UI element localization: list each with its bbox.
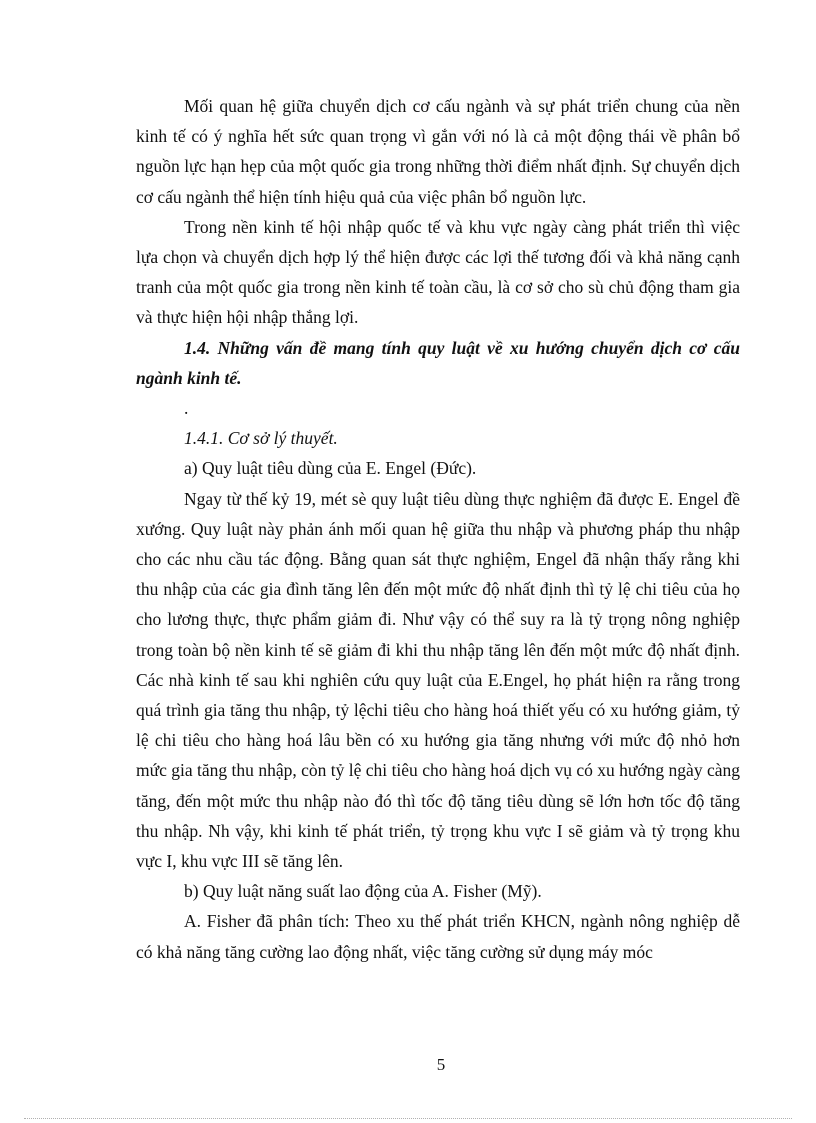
page-number: 5 bbox=[436, 1055, 446, 1074]
subsection-heading: 1.4.1. Cơ sở lý thuyết. bbox=[184, 428, 338, 449]
engel-law-title: a) Quy luật tiêu dùng của E. Engel (Đức). bbox=[184, 458, 477, 479]
fisher-law-title: b) Quy luật năng suất lao động của A. Fisher (Mỹ). bbox=[184, 881, 542, 902]
section-heading: 1.4. Những vấn đề mang tính quy luật về xu hướng chuyển dịch cơ cấu ngành kinh tế. bbox=[136, 337, 740, 388]
engel-law-paragraph: Ngay từ thế kỷ 19, mét sè quy luật tiêu dùng thực nghiệm đã được E. Engel đề xướng. Quy luật này phản ánh mối quan hệ giữa thu nhập và phương pháp thu nhập cho các nhu cầu tác động. Bằng quan sát thực nghiệm, Engel đã nhận thấy rằng khi thu nhập của các gia đình tăng lên đến một mức độ nhất định thì tỷ lệ chi tiêu của họ cho lương thực, thực phẩm giảm đi. Như vậy có thể suy ra là tỷ trọng nông nghiệp trong toàn bộ nền kinh tế sẽ giảm đi khi thu nhập tăng lên đến một mức độ nhất định. Các nhà kinh tế sau khi nghiên cứu quy luật của E.Engel, họ phát hiện ra rằng trong quá trình gia tăng thu nhập, tỷ lệchi tiêu cho hàng hoá thiết yếu có xu hướng giảm, tỷ lệ chi tiêu cho hàng hoá lâu bền có xu hướng gia tăng nhưng với mức độ nhỏ hơn mức gia tăng thu nhập, còn tỷ lệ chi tiêu cho hàng hoá dịch vụ có xu hướng ngày càng tăng, đến một mức thu nhập nào đó thì tốc độ tăng tiêu dùng sẽ lớn hơn tốc độ tăng thu nhập. Nh vậy, khi kinh tế phát triển, tỷ trọng khu vực I sẽ giảm và tỷ trọng khu vực I, khu vực III sẽ tăng lên. bbox=[136, 488, 740, 872]
page-body bbox=[136, 91, 740, 967]
paragraph-integration: Trong nền kinh tế hội nhập quốc tế và khu vực ngày càng phát triển thì việc lựa chọn và chuyển dịch hợp lý thể hiện được các lợi thế tương đối và khả năng cạnh tranh của một quốc gia trong nền kinh tế toàn cầu, là cơ sở cho sù chủ động tham gia và thực hiện hội nhập thắng lợi. bbox=[136, 216, 740, 328]
paragraph-structure-relationship: Mối quan hệ giữa chuyển dịch cơ cấu ngành và sự phát triển chung của nền kinh tế có ý nghĩa hết sức quan trọng vì gắn với nó là cả một động thái về phân bổ nguồn lực hạn hẹp của một quốc gia trong những thời điểm nhất định. Sự chuyển dịch cơ cấu ngành thể hiện tính hiệu quả của việc phân bổ nguồn lực. bbox=[136, 96, 740, 207]
stray-dot: . bbox=[184, 398, 189, 419]
page-bottom-divider bbox=[24, 1118, 792, 1119]
fisher-law-paragraph: A. Fisher đã phân tích: Theo xu thế phát triển KHCN, ngành nông nghiệp dễ có khả năng tăng cường lao động nhất, việc tăng cường sử dụng máy móc bbox=[136, 911, 740, 962]
